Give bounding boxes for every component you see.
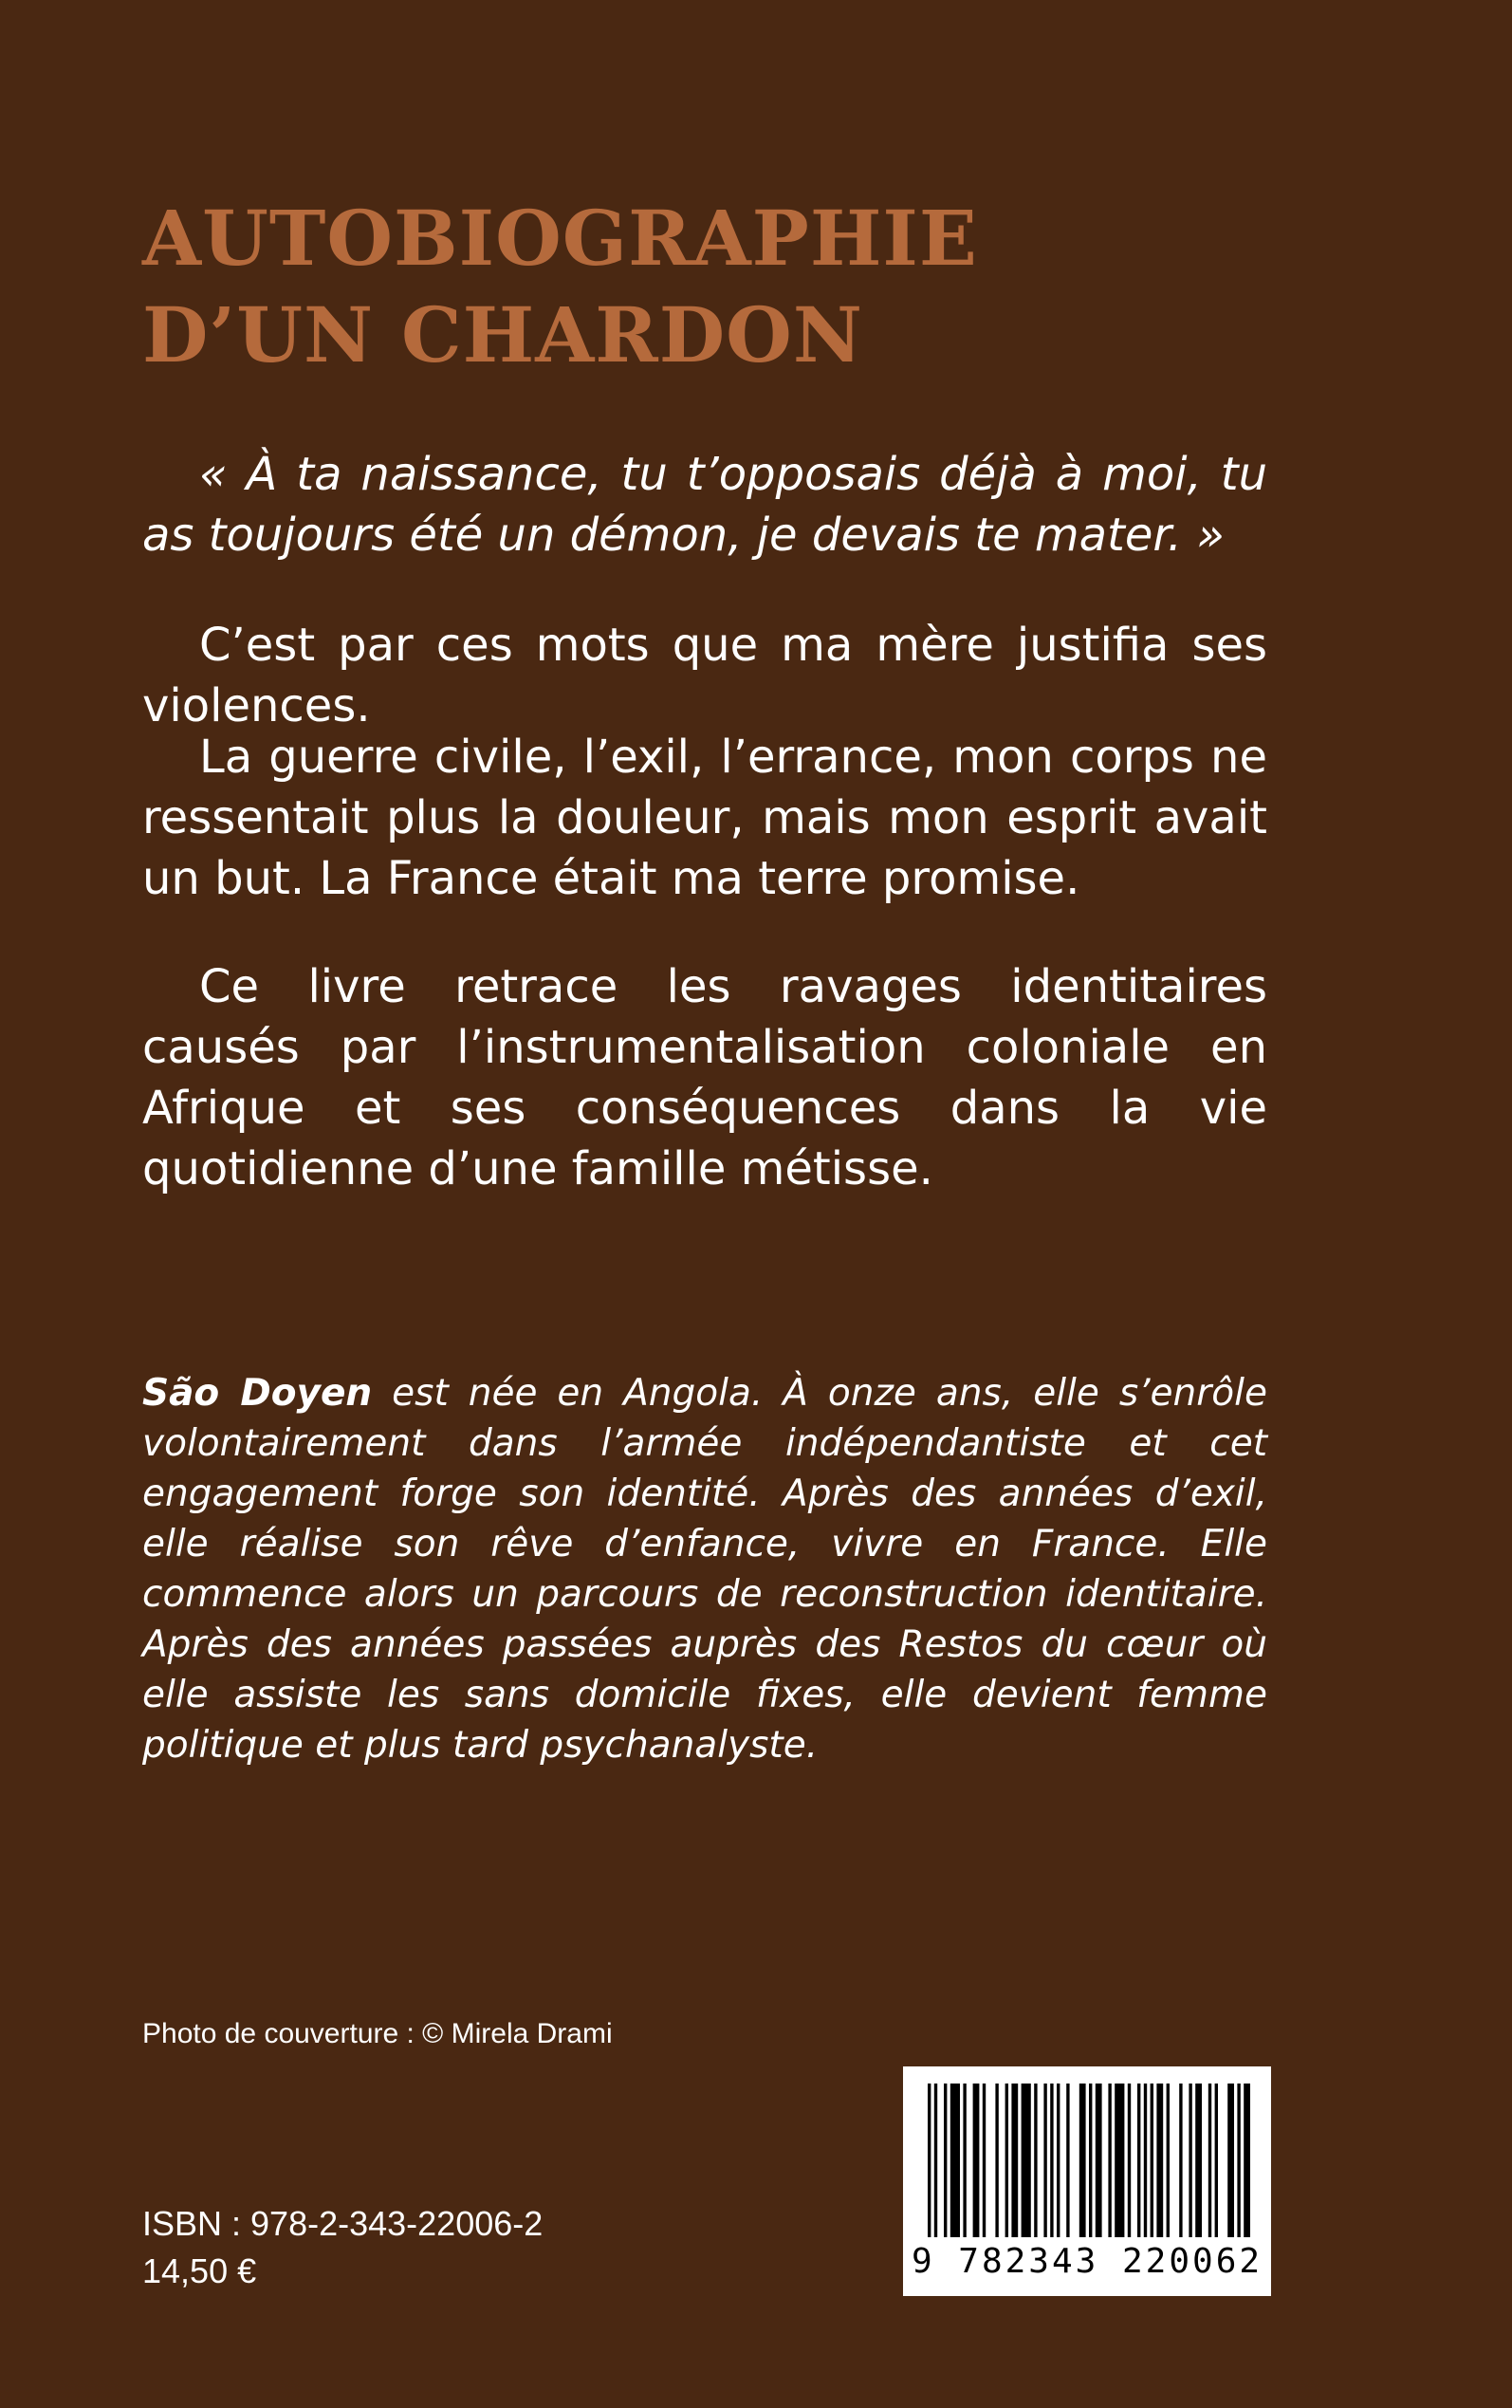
barcode-bar bbox=[1189, 2084, 1191, 2237]
blurb-paragraph-3 bbox=[142, 956, 1267, 1199]
barcode-bar bbox=[963, 2084, 966, 2237]
title-line-2: D’UN CHARDON bbox=[142, 290, 863, 380]
barcode-bars bbox=[924, 2084, 1254, 2237]
barcode-bar bbox=[1167, 2084, 1170, 2237]
barcode-digits: 9 782343 220062 bbox=[911, 2242, 1263, 2281]
barcode-bar bbox=[995, 2084, 998, 2237]
barcode-bar bbox=[1096, 2084, 1102, 2237]
barcode-bar bbox=[1244, 2084, 1250, 2237]
blurb-paragraph-2 bbox=[142, 727, 1267, 909]
barcode-bar bbox=[983, 2084, 986, 2237]
barcode-bar bbox=[934, 2084, 937, 2237]
photo-credit: Photo de couverture : © Mirela Drami bbox=[142, 2018, 613, 2049]
barcode-bar bbox=[1043, 2084, 1046, 2237]
barcode-bar bbox=[950, 2084, 960, 2237]
barcode-bar bbox=[1195, 2084, 1202, 2237]
barcode-bar bbox=[1089, 2084, 1092, 2237]
paragraph-3-text: Ce livre retrace les ravages identitaires causés par l’instrumentalisation coloniale en Afrique et ses conséquences dans la vie quotidienne d’une famille métisse. bbox=[142, 960, 1267, 1195]
paragraph-2-text: La guerre civile, l’exil, l’errance, mon corps ne ressentait plus la douleur, mais mon esprit avait un but. La France était ma terre promise. bbox=[142, 731, 1267, 905]
barcode-bar bbox=[1179, 2084, 1182, 2237]
barcode-bar bbox=[1151, 2084, 1153, 2237]
barcode-bar bbox=[1050, 2084, 1053, 2237]
author-bio-text: est née en Angola. À onze ans, elle s’enrôle volontairement dans l’armée indépendantiste et cet engagement forge son identité. Après des années d’exil, elle réalise son rêve d’enfance, vivre en France. Elle commence alors un parcours de reconstruction identitaire. Après des années passées auprès des Restos du cœur où elle assiste les sans domicile fixes, elle devient femme politique et plus tard psychanalyste. bbox=[142, 1372, 1267, 1767]
barcode-bar bbox=[1156, 2084, 1163, 2237]
barcode-bar bbox=[1227, 2084, 1234, 2237]
barcode-bar bbox=[944, 2084, 947, 2237]
isbn: ISBN : 978-2-343-22006-2 bbox=[142, 2204, 544, 2243]
barcode-bar bbox=[1034, 2084, 1037, 2237]
barcode-bar bbox=[1108, 2084, 1111, 2237]
barcode-bar bbox=[1011, 2084, 1018, 2237]
blurb-paragraph-1 bbox=[142, 615, 1267, 736]
barcode-bar bbox=[1022, 2084, 1031, 2237]
barcode-bar bbox=[1215, 2084, 1218, 2237]
paragraph-1-text: C’est par ces mots que ma mère justifia ses violences. bbox=[142, 619, 1267, 732]
barcode-bar bbox=[1066, 2084, 1069, 2237]
price: 14,50 € bbox=[142, 2251, 257, 2290]
barcode-bar bbox=[1137, 2084, 1140, 2237]
barcode bbox=[903, 2066, 1271, 2296]
barcode-bar bbox=[1128, 2084, 1131, 2237]
barcode-bar bbox=[973, 2084, 980, 2237]
book-title bbox=[142, 190, 1281, 383]
author-name: São Doyen bbox=[142, 1372, 373, 1415]
barcode-bar bbox=[1115, 2084, 1124, 2237]
blurb-quote bbox=[142, 444, 1267, 565]
title-line-1: AUTOBIOGRAPHIE bbox=[142, 194, 978, 283]
barcode-bar bbox=[928, 2084, 931, 2237]
barcode-bar bbox=[1079, 2084, 1086, 2237]
author-bio bbox=[142, 1368, 1267, 1770]
barcode-bar bbox=[1144, 2084, 1147, 2237]
barcode-bar bbox=[1005, 2084, 1008, 2237]
barcode-bar bbox=[1057, 2084, 1060, 2237]
barcode-bar bbox=[1208, 2084, 1211, 2237]
quote-text: « À ta naissance, tu t’opposais déjà à moi, tu as toujours été un démon, je devais te mater. » bbox=[142, 448, 1267, 562]
barcode-bar bbox=[1237, 2084, 1240, 2237]
